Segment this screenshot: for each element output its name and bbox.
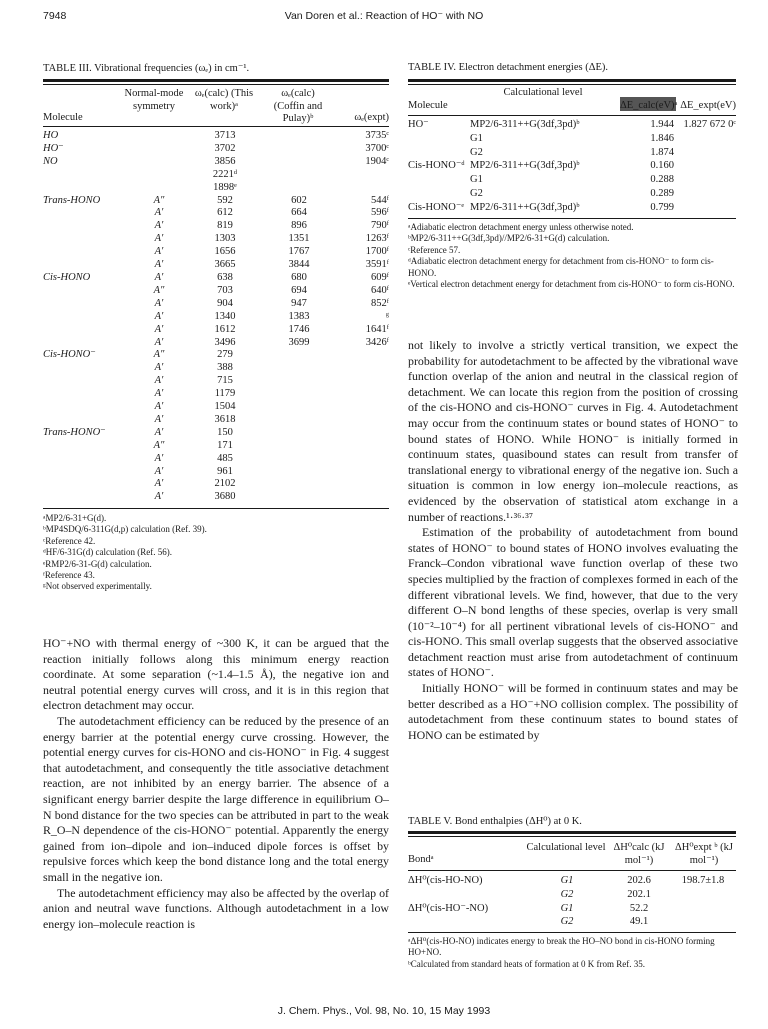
table3-cell: 1303 <box>214 233 236 245</box>
table3-cell <box>337 401 389 414</box>
table3-row <box>43 427 389 440</box>
table3-cell: A″ <box>153 284 165 296</box>
table3-bottom-rule <box>43 508 389 509</box>
table5-cell: 202.6 <box>627 875 651 886</box>
table3-row <box>43 349 389 362</box>
table3-cell: NO <box>43 155 58 167</box>
paragraph: Estimation of the probability of autodetachment from bound states of HONO⁻ to bound states of HONO involves evaluating the Franck–Condon vibrational wave function overlap of these two species multiplied by the fraction of complexes formed in each of the different vibrational levels. We find, however, that due to the very different O–N bond lengths of these species, overlap is very small (10⁻²–10⁻⁴) for all pertinent vibrational levels of cis-HONO⁻ and cis-HONO. This small overlap suggests that the observed associative detachment reaction must arise from autodetachment of continuum states of HONO⁻. <box>408 525 738 680</box>
table3-cell <box>129 182 189 195</box>
table5-bottom-rule <box>408 932 736 933</box>
table3-cell <box>43 337 129 350</box>
table3-cell <box>43 414 129 427</box>
table3-cell <box>261 182 337 195</box>
table4-cell: HO⁻ <box>408 119 429 130</box>
table4-footnote: ᶜReference 57. <box>408 244 461 255</box>
table3-col-symmetry: Normal-mode symmetry <box>124 88 184 112</box>
table4-cell: G2 <box>470 187 483 199</box>
paragraph: HO⁻+NO with thermal energy of ~300 K, it can be argued that the reaction initially follows along this minimum energy reaction coordinate. At some separation (~1.4–1.5 Å), the negative ion and neutral potential energy curves will cross, and it is in this region that electron detachment may occur. <box>43 636 389 713</box>
table3-row <box>43 401 389 414</box>
table3-col-molecule: Molecule <box>43 112 83 123</box>
table3-cell: 612 <box>217 207 233 219</box>
table5-col-expt: ΔH⁰expt ᵇ (kJ mol⁻¹) <box>675 842 733 866</box>
table3-cell <box>43 220 129 233</box>
table3-cell: ᵍ <box>385 310 389 322</box>
table4-top-rule2 <box>408 84 736 85</box>
table3-cell <box>261 169 337 182</box>
table3-cell: A′ <box>154 323 164 335</box>
table5-cell <box>408 888 526 902</box>
table3-cell: 896 <box>291 220 307 232</box>
table3-row <box>43 169 389 182</box>
table5-cell <box>670 902 736 916</box>
table4-top-rule <box>408 79 736 82</box>
table3-cell: 1700ᶠ <box>365 246 389 258</box>
paragraph: The autodetachment efficiency can be reduced by the presence of an energy barrier at the potential energy curve crossing. However, the potential energy curves for cis-HONO and cis-HONO⁻ in Fig. 4 suggest that autodetachment, and consequently the title associative detachment reaction, are not inhibited by an energy barrier. The absence of a significant energy barrier despite the large difference in equilibrium O–N bond distance for the two species can be attributed in part to the weak R_O–N dependence of the cis-HONO⁻ potential. Apparently the energy gained from ion–dipole and ion–induced dipole forces is offset by repulsive forces which keep the bond distance long and the total energy small in the negative ion. <box>43 713 389 884</box>
table3-col-calc-this: ωₑ(calc) (This work)ᵃ <box>194 88 254 112</box>
right-column-text <box>408 338 738 743</box>
table4-footnote: ᵃAdiabatic electron detachment energy unless otherwise noted. <box>408 222 634 232</box>
table3-cell: 1263ᶠ <box>365 233 389 245</box>
table4 <box>408 118 736 215</box>
table3-cell <box>261 453 337 466</box>
table5 <box>408 874 736 929</box>
table3-cell <box>261 375 337 388</box>
table4-col-level: Calculational level <box>503 87 583 98</box>
table4-cell: 0.289 <box>650 187 674 199</box>
table3-cell: 3680 <box>214 491 236 503</box>
table3-row <box>43 478 389 491</box>
table5-row <box>408 874 736 888</box>
table3-cell: 1656 <box>214 246 236 258</box>
table3-cell <box>261 130 337 143</box>
table3-cell: 1746 <box>288 323 310 335</box>
table3-row <box>43 285 389 298</box>
table4-cell: 1.874 <box>650 146 674 158</box>
table3-cell <box>43 285 129 298</box>
table3-caption: TABLE III. Vibrational frequencies (ωₑ) in cm⁻¹. <box>43 63 250 74</box>
table3-cell <box>129 130 189 143</box>
table3-cell: 694 <box>291 284 307 296</box>
table3-cell <box>43 478 129 491</box>
table3-cell <box>337 349 389 362</box>
table5-footnote: ᵃΔH⁰(cis-HO-NO) indicates energy to break the HO–NO bond in cis-HONO forming HO+NO. <box>408 936 715 958</box>
table3-row <box>43 195 389 208</box>
table3-row <box>43 414 389 427</box>
table4-row <box>408 201 736 215</box>
table3-cell <box>337 440 389 453</box>
page-footer: J. Chem. Phys., Vol. 98, No. 10, 15 May 1993 <box>277 1005 491 1017</box>
table3-cell: 609ᶠ <box>371 271 389 283</box>
table3-cell: A′ <box>154 426 164 438</box>
table3-footnote: ᵈHF/6-31G(d) calculation (Ref. 56). <box>43 547 173 558</box>
table3-cell: 3591ᶠ <box>365 259 389 271</box>
left-column-text <box>43 636 389 932</box>
table4-cell <box>674 159 736 173</box>
table3-cell <box>43 182 129 195</box>
table3-cell <box>261 362 337 375</box>
table3-cell <box>261 440 337 453</box>
table3-cell <box>43 324 129 337</box>
table3-cell: Trans-HONO <box>43 194 101 206</box>
table3-cell: A′ <box>154 401 164 413</box>
table3-footnote: ᵉRMP2/6-31-G(d) calculation. <box>43 558 152 569</box>
table3-cell: A′ <box>154 220 164 232</box>
table3-footnote: ᵃMP2/6-31+G(d). <box>43 513 107 523</box>
table3-cell: A′ <box>154 310 164 322</box>
table3-cell <box>337 427 389 440</box>
table3-cell: 1898ᵉ <box>213 181 237 193</box>
table3-cell: 3856 <box>214 155 236 167</box>
table4-cell: 1.944 <box>650 119 674 130</box>
table3-cell: A′ <box>154 375 164 387</box>
table5-row <box>408 902 736 916</box>
table3-cell: 3844 <box>288 259 310 271</box>
table5-cell: G2 <box>560 916 574 928</box>
table4-cell <box>674 173 736 187</box>
table3-row <box>43 272 389 285</box>
table5-cell: ΔH⁰(cis-HO⁻-NO) <box>408 902 489 914</box>
table5-cell <box>408 915 526 929</box>
table3-cell: 664 <box>291 207 307 219</box>
table3-cell <box>337 453 389 466</box>
table3-cell: Trans-HONO⁻ <box>43 426 106 438</box>
table3-cell: 3665 <box>214 259 236 271</box>
table4-cell: Cis-HONO⁻ᵉ <box>408 201 465 213</box>
table3-cell: 3699 <box>288 336 310 348</box>
table5-col-calc: ΔH⁰calc (kJ mol⁻¹) <box>613 842 665 866</box>
table3-row <box>43 466 389 479</box>
table3-row <box>43 143 389 156</box>
table5-cell: 52.2 <box>629 902 649 914</box>
table4-caption: TABLE IV. Electron detachment energies (ΔE). <box>408 62 608 73</box>
table3-cell <box>43 311 129 324</box>
table3-cell <box>261 143 337 156</box>
table4-cell: G1 <box>470 174 483 186</box>
table3-cell: A′ <box>154 413 164 425</box>
table3-cell <box>129 169 189 182</box>
table3-cell: 3713 <box>214 130 236 141</box>
table3-row <box>43 246 389 259</box>
table3-cell: A′ <box>154 452 164 464</box>
table3-cell: 592 <box>217 194 233 206</box>
table3-cell: 3618 <box>214 413 236 425</box>
page-number: 7948 <box>43 10 67 22</box>
table4-cell: G2 <box>470 146 483 158</box>
table4-row <box>408 173 736 187</box>
table4-cell <box>674 187 736 201</box>
table3-cell: A′ <box>154 336 164 348</box>
table3-row <box>43 375 389 388</box>
paragraph: The autodetachment efficiency may also be affected by the overlap of anion and neutral wave functions. Although autodetachment in a low energy ion–molecule reaction is <box>43 885 389 931</box>
table3-cell <box>43 233 129 246</box>
table3-cell: A′ <box>154 271 164 283</box>
table4-row <box>408 159 736 173</box>
table5-cell: 49.1 <box>629 916 649 928</box>
table5-cell: G2 <box>560 888 574 900</box>
table3-cell <box>261 491 337 504</box>
table3-row <box>43 259 389 272</box>
table4-row <box>408 187 736 201</box>
table5-top-rule2 <box>408 836 736 837</box>
table3-cell: 904 <box>217 297 233 309</box>
table3-row <box>43 362 389 375</box>
table3-cell <box>337 466 389 479</box>
table5-cell <box>670 915 736 929</box>
table4-cell: G1 <box>470 132 483 144</box>
table3-cell: A′ <box>154 207 164 219</box>
table3-cell: HO⁻ <box>43 142 64 154</box>
table3-row <box>43 388 389 401</box>
table4-footnote: ᵈAdiabatic electron detachment energy for detachment from cis-HONO⁻ to form cis-HONO. <box>408 256 714 278</box>
table4-cell: 0.288 <box>650 174 674 186</box>
table3-row <box>43 233 389 246</box>
table3-cell <box>261 349 337 362</box>
table4-cell: 0.160 <box>650 160 674 172</box>
table3-cell <box>43 207 129 220</box>
table3-cell: 1340 <box>214 310 236 322</box>
table4-footnotes <box>408 222 736 290</box>
table3-cell: A′ <box>154 297 164 309</box>
table4-cell <box>408 187 470 201</box>
table3-row <box>43 298 389 311</box>
table3-cell: A′ <box>154 478 164 490</box>
table3-footnote: ᵍNot observed experimentally. <box>43 581 152 592</box>
table3-row <box>43 440 389 453</box>
table3-cell <box>337 388 389 401</box>
table3-cell: 1351 <box>288 233 310 245</box>
table4-row <box>408 146 736 160</box>
table4-footnote: ᵇMP2/6-311++G(3df,3pd)//MP2/6-31+G(d) calculation. <box>408 233 610 244</box>
table3-cell: A′ <box>154 259 164 271</box>
table4-row <box>408 132 736 146</box>
table3-cell: 3735ᶜ <box>365 130 389 141</box>
table3-cell <box>43 246 129 259</box>
table3-row <box>43 324 389 337</box>
table3-row <box>43 130 389 143</box>
table3-cell <box>129 156 189 169</box>
table4-col-dE-expt: ΔE_expt(eV) <box>680 100 736 111</box>
table3-cell <box>43 401 129 414</box>
paragraph: not likely to involve a strictly vertical transition, we expect the probability for autodetachment to be affected by the vibrational wave function overlap of the anion and neutral in the classical region of detachment. We can locate this region from the position of crossing of the cis-HONO and cis-HONO⁻ curves in Fig. 4. Autodetachment may occur from the continuum states or bound states of HONO⁻ to bound states of HONO. While HONO⁻ is initially formed in continuum states, quasibound states can result from transfer of translational energy to vibrational energy of the negative ion. Such a situation is common in low energy ion–molecule reactions, as evidenced by the observation of statistical atom exchange in a number of reactions.¹·³⁶·³⁷ <box>408 338 738 524</box>
table3-cell: 279 <box>217 349 233 361</box>
table3-cell: 3426ᶠ <box>365 336 389 348</box>
table5-col-level: Calculational level <box>526 842 606 853</box>
table4-cell <box>674 146 736 160</box>
table5-footnotes <box>408 936 738 970</box>
table3-cell: 680 <box>291 271 307 283</box>
table3-cell: 947 <box>291 297 307 309</box>
table3-col-calc-coffin: ωₑ(calc) (Coffin and Pulay)ᵇ <box>273 88 323 124</box>
table3-cell: 1504 <box>214 401 236 413</box>
table4-cell: Cis-HONO⁻ᵈ <box>408 160 465 172</box>
table3-cell <box>337 362 389 375</box>
table3-cell <box>43 362 129 375</box>
table3-cell <box>129 143 189 156</box>
table3-row <box>43 337 389 350</box>
table3-cell <box>261 478 337 491</box>
table3-cell: 544ᶠ <box>371 194 389 206</box>
table3-cell: A′ <box>154 362 164 374</box>
table5-cell: G1 <box>560 875 574 886</box>
table3-cell: HO <box>43 130 59 141</box>
table3-cell <box>261 388 337 401</box>
table3-row <box>43 207 389 220</box>
table3-cell <box>43 169 129 182</box>
table5-cell: ΔH⁰(cis-HO-NO) <box>408 875 483 886</box>
table3-cell: 715 <box>217 375 233 387</box>
table3-cell: 171 <box>217 439 233 451</box>
table4-cell <box>408 132 470 146</box>
table4-cell: 0.799 <box>650 201 674 213</box>
table3-cell: A′ <box>154 233 164 245</box>
table5-header-rule <box>408 870 736 871</box>
table3-cell: 2102 <box>214 478 236 490</box>
table3-cell: 790ᶠ <box>371 220 389 232</box>
table5-cell: 202.1 <box>627 888 651 900</box>
table5-cell: G1 <box>560 902 574 914</box>
table3-cell <box>43 375 129 388</box>
table4-cell <box>408 146 470 160</box>
table3-cell <box>43 491 129 504</box>
table3-cell <box>43 388 129 401</box>
paragraph: Initially HONO⁻ will be formed in continuum states and may be better described as a HO⁻+NO collision complex. The possibility of autodetachment from these continuum states to bound states of HONO can be estimated by <box>408 681 738 742</box>
table3-cell: 3700ᶜ <box>365 142 389 154</box>
table3-row <box>43 491 389 504</box>
table4-cell: MP2/6-311++G(3df,3pd)ᵇ <box>470 201 580 213</box>
table3-cell: 852ᶠ <box>371 297 389 309</box>
table3-cell: 638 <box>217 271 233 283</box>
table3-cell: 1767 <box>288 246 310 258</box>
table3-footnote: ᶜReference 42. <box>43 535 96 546</box>
table3-cell <box>261 427 337 440</box>
table3-cell: 3496 <box>214 336 236 348</box>
table3-cell: 1179 <box>214 388 236 400</box>
table3-cell <box>337 375 389 388</box>
table3-cell: A′ <box>154 246 164 258</box>
table3-cell: 2221ᵈ <box>212 168 238 180</box>
table5-col-bond: Bondᵃ <box>408 854 434 865</box>
table3-header-rule <box>43 126 389 127</box>
table4-col-dE-calc: ΔE_calc(eV)ᵃ <box>620 100 678 111</box>
table3-footnote: ᵇMP4SDQ/6-311G(d,p) calculation (Ref. 39). <box>43 524 207 535</box>
table3-cell <box>261 466 337 479</box>
table4-cell <box>674 201 736 215</box>
table3-cell: A′ <box>154 388 164 400</box>
table3-cell: A″ <box>153 439 165 451</box>
table4-cell: 1.846 <box>650 132 674 144</box>
table3-cell: 1383 <box>288 310 310 322</box>
table3-cell: A′ <box>154 491 164 503</box>
table3-cell: 3702 <box>214 142 236 154</box>
table3-top-rule2 <box>43 84 389 85</box>
table3-cell: A″ <box>153 349 165 361</box>
table3-row <box>43 220 389 233</box>
table3-cell <box>43 259 129 272</box>
table5-caption: TABLE V. Bond enthalpies (ΔH⁰) at 0 K. <box>408 816 582 827</box>
table3 <box>43 130 389 504</box>
table3-cell <box>337 491 389 504</box>
table4-footnote: ᵉVertical electron detachment energy for detachment from cis-HONO⁻ to form cis-HONO. <box>408 279 735 290</box>
table3-cell: 602 <box>291 194 307 206</box>
table3-row <box>43 182 389 195</box>
table3-cell <box>43 298 129 311</box>
table5-row <box>408 888 736 902</box>
table3-cell <box>337 169 389 182</box>
table3-cell: 640ᶠ <box>371 284 389 296</box>
table4-cell: MP2/6-311++G(3df,3pd)ᵇ <box>470 119 580 130</box>
table3-cell <box>261 156 337 169</box>
table3-cell: 1612 <box>214 323 236 335</box>
table3-col-expt: ωₑ(expt) <box>354 112 389 123</box>
table4-row <box>408 118 736 132</box>
table3-cell: 819 <box>217 220 233 232</box>
table3-footnotes <box>43 513 389 593</box>
table5-top-rule <box>408 831 736 834</box>
table3-cell <box>337 182 389 195</box>
table3-cell: 1641ᶠ <box>365 323 389 335</box>
table3-row <box>43 156 389 169</box>
table3-row <box>43 311 389 324</box>
table5-cell: 198.7±1.8 <box>681 875 725 886</box>
table3-footnote: ᶠReference 43. <box>43 570 95 581</box>
table3-cell: 485 <box>217 452 233 464</box>
table4-cell: 1.827 672 0ᶜ <box>683 119 736 130</box>
table4-cell <box>408 173 470 187</box>
table5-row <box>408 915 736 929</box>
table3-cell: 150 <box>217 426 233 438</box>
table3-top-rule <box>43 79 389 82</box>
table3-row <box>43 453 389 466</box>
table3-cell: 596ᶠ <box>371 207 389 219</box>
table3-cell: 1904ᶜ <box>365 155 389 167</box>
table4-cell: MP2/6-311++G(3df,3pd)ᵇ <box>470 160 580 172</box>
table5-footnote: ᵇCalculated from standard heats of formation at 0 K from Ref. 35. <box>408 958 645 969</box>
table3-cell: 388 <box>217 362 233 374</box>
table3-cell <box>43 466 129 479</box>
table3-cell: A″ <box>153 194 165 206</box>
table3-cell: 703 <box>217 284 233 296</box>
table3-cell: 961 <box>217 465 233 477</box>
table3-cell: Cis-HONO⁻ <box>43 349 96 361</box>
table3-cell: A′ <box>154 465 164 477</box>
table4-col-molecule: Molecule <box>408 100 448 111</box>
table3-cell <box>337 414 389 427</box>
table4-bottom-rule <box>408 218 736 219</box>
table3-cell: Cis-HONO <box>43 271 91 283</box>
table3-cell <box>261 401 337 414</box>
table3-cell <box>43 440 129 453</box>
table4-cell <box>674 132 736 146</box>
table3-cell <box>337 478 389 491</box>
running-title: Van Doren et al.: Reaction of HO⁻ with NO <box>284 10 484 22</box>
table3-cell <box>43 453 129 466</box>
table5-cell <box>670 888 736 902</box>
table3-cell <box>261 414 337 427</box>
table4-header-rule <box>408 115 736 116</box>
